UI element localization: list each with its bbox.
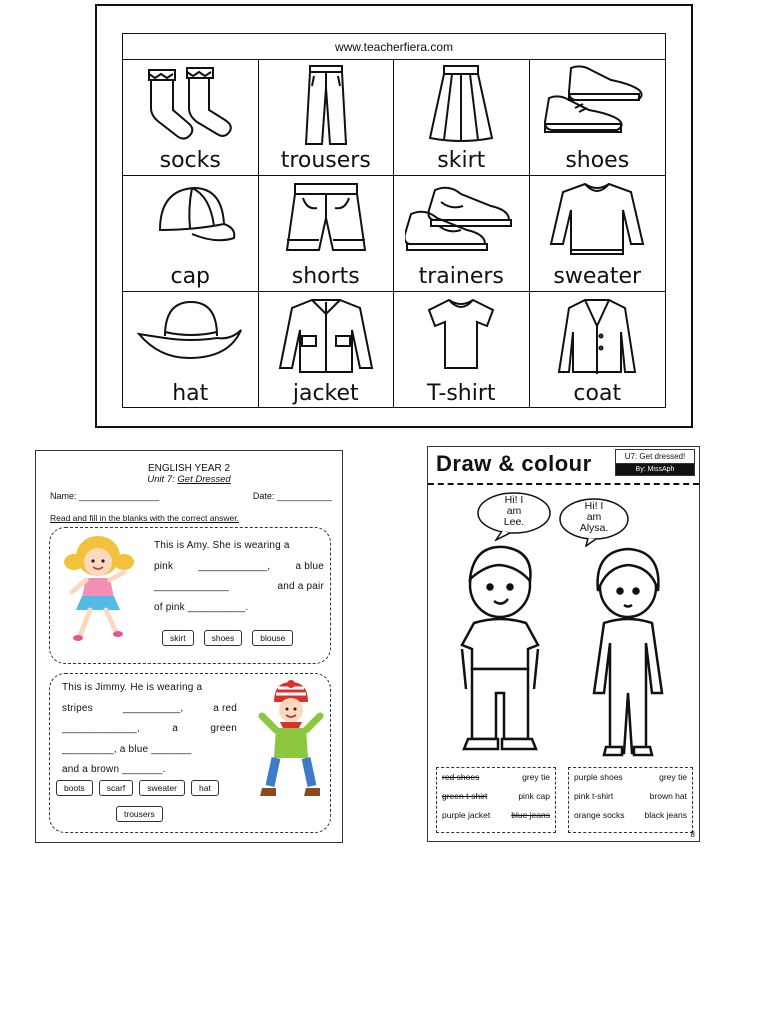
vocab-cell-sweater — [530, 176, 666, 292]
english-worksheet — [35, 450, 343, 843]
vocab-cell-trousers — [259, 60, 395, 176]
list-item: grey tie — [659, 772, 687, 782]
text-fragment: stripes — [62, 702, 93, 714]
blank: _____________ — [154, 581, 229, 592]
vocab-label: skirt — [437, 148, 486, 173]
boy-speech-bubble — [476, 491, 552, 541]
text-line — [154, 577, 324, 598]
trainers-icon — [405, 180, 517, 256]
list-row — [437, 806, 555, 825]
hat-icon — [135, 296, 245, 366]
vocab-cell-shorts — [259, 176, 395, 292]
text-line — [62, 678, 237, 699]
boy-colour-list — [436, 767, 556, 833]
boy-lee-outline — [454, 543, 544, 761]
name-date-row — [36, 485, 342, 501]
vocabulary-card — [95, 4, 693, 428]
bubble-line: Hi! I — [504, 494, 524, 506]
list-item: pink cap — [518, 791, 550, 801]
bubble-line: Alysa. — [579, 522, 609, 534]
option-word[interactable]: scarf — [99, 780, 133, 796]
vocab-label: socks — [159, 148, 221, 173]
unit-name: Get Dressed — [177, 474, 231, 485]
list-item: grey tie — [522, 772, 550, 782]
shorts-icon — [281, 180, 371, 256]
option-word[interactable]: skirt — [162, 630, 194, 646]
bubble-line: Hi! I — [584, 500, 604, 512]
list-item: pink t-shirt — [574, 791, 614, 801]
girl-amy-image — [58, 534, 144, 652]
vocab-label: shoes — [565, 148, 630, 173]
draw-colour-card — [427, 446, 700, 842]
trousers-icon — [296, 64, 356, 146]
name-label: Name: ________________ — [50, 491, 160, 501]
vocab-cell-coat — [530, 292, 666, 408]
list-row — [569, 806, 692, 825]
text-fragment: This is Jimmy. He is wearing a — [62, 682, 203, 693]
text-fragment: This is Amy. She is wearing a — [154, 540, 290, 551]
text-fragment: _________, a blue _______ — [62, 743, 192, 755]
jacket-icon — [278, 296, 374, 376]
text-line — [62, 740, 237, 761]
list-item: blue jeans — [511, 810, 550, 820]
option-word[interactable]: trousers — [116, 806, 163, 822]
unit-tag — [615, 449, 695, 476]
text-fragment: a red — [213, 702, 237, 714]
text-fragment: and a pair — [277, 581, 324, 592]
girl-speech-bubble — [558, 497, 630, 547]
list-row — [569, 768, 692, 787]
list-item: purple jacket — [442, 810, 491, 820]
option-word[interactable]: sweater — [139, 780, 185, 796]
vocab-cell-trainers — [394, 176, 530, 292]
text-line — [154, 536, 324, 557]
option-word[interactable]: hat — [191, 780, 219, 796]
text-line — [154, 557, 324, 578]
bubble-line: am — [506, 505, 522, 517]
vocab-label: trousers — [280, 148, 371, 173]
text-line — [62, 760, 237, 781]
vocab-cell-cap — [123, 176, 259, 292]
vocab-label: cap — [170, 264, 211, 289]
socks-icon — [135, 64, 245, 144]
text-line — [154, 598, 324, 619]
vocab-cell-tshirt — [394, 292, 530, 408]
bubble-line: am — [586, 511, 602, 523]
tag-author: By: MissAph — [616, 464, 694, 475]
list-item: brown hat — [649, 791, 687, 801]
text-line — [62, 699, 237, 720]
amy-options — [162, 630, 293, 646]
vocab-label: jacket — [292, 381, 359, 406]
dashed-divider — [428, 483, 699, 485]
text-fragment: and a brown _______. — [62, 764, 166, 775]
vocab-cell-skirt — [394, 60, 530, 176]
vocab-cell-jacket — [259, 292, 395, 408]
vocab-cell-socks — [123, 60, 259, 176]
jimmy-options-row2 — [116, 804, 163, 822]
vocab-cell-shoes — [530, 60, 666, 176]
text-fragment: of pink __________. — [154, 601, 249, 613]
tshirt-icon — [425, 296, 497, 372]
date-label: Date: ___________ — [252, 491, 332, 501]
list-row — [437, 768, 555, 787]
text-fragment: a — [172, 723, 179, 734]
girl-alysa-outline — [588, 547, 668, 761]
bubble-line: Lee. — [503, 516, 525, 528]
vocabulary-table — [122, 33, 666, 408]
list-item: black jeans — [644, 810, 687, 820]
page-number: 8 — [690, 830, 695, 839]
worksheet-title: ENGLISH YEAR 2 — [147, 463, 231, 474]
vocab-label: hat — [172, 381, 209, 406]
list-row — [569, 787, 692, 806]
vocab-label: shorts — [291, 264, 360, 289]
draw-colour-title: Draw & colour — [436, 451, 592, 476]
vocab-label: coat — [573, 381, 622, 406]
option-word[interactable]: shoes — [204, 630, 243, 646]
text-fragment: pink — [154, 560, 174, 572]
tag-unit: U7: Get dressed! — [616, 450, 694, 464]
vocab-cell-hat — [123, 292, 259, 408]
blank: __________, — [122, 702, 184, 714]
blank: ____________, — [198, 560, 271, 572]
vocab-label: T-shirt — [426, 381, 496, 406]
list-item: purple shoes — [574, 772, 623, 782]
clothing-grid — [123, 60, 665, 408]
worksheet-unit — [36, 474, 342, 485]
text-fragment: green — [210, 723, 237, 734]
instruction-text: Read and fill in the blanks with the correct answer. — [50, 513, 239, 523]
vocab-label: trainers — [418, 264, 504, 289]
amy-exercise-box — [49, 527, 331, 664]
text-fragment: a blue — [295, 560, 324, 572]
boy-jimmy-image — [256, 680, 326, 804]
amy-sentence — [154, 536, 324, 618]
vocab-label: sweater — [553, 264, 642, 289]
unit-prefix: Unit 7: — [147, 474, 175, 485]
website-url: www.teacherfiera.com — [123, 34, 665, 60]
jimmy-sentence — [62, 678, 237, 781]
skirt-icon — [426, 64, 496, 144]
cap-icon — [140, 180, 240, 260]
shoes-icon — [541, 64, 653, 146]
list-item: green t-shirt — [442, 791, 488, 801]
jimmy-options — [56, 780, 219, 796]
list-item: orange socks — [574, 810, 625, 820]
option-word[interactable]: blouse — [252, 630, 293, 646]
text-line — [62, 719, 237, 740]
list-item: red shoes — [442, 772, 480, 782]
jimmy-exercise-box — [49, 673, 331, 833]
girl-colour-list — [568, 767, 693, 833]
list-row — [437, 787, 555, 806]
option-word[interactable]: boots — [56, 780, 93, 796]
sweater-icon — [549, 180, 645, 258]
blank: _____________, — [62, 723, 140, 734]
coat-icon — [557, 296, 637, 376]
